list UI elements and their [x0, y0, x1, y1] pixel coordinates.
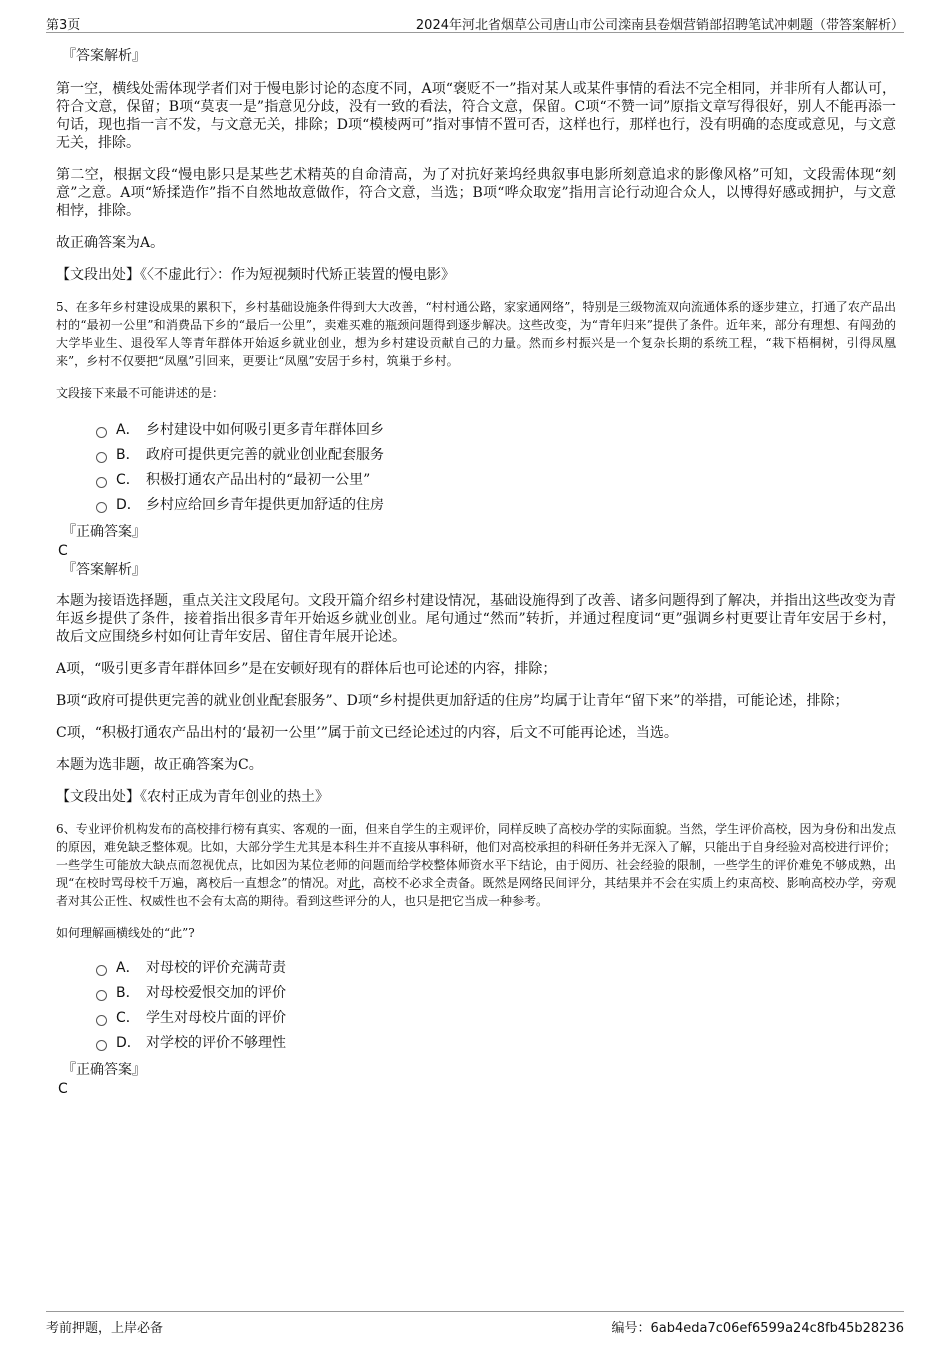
document-title: 2024年河北省烟草公司唐山市公司滦南县卷烟营销部招聘笔试冲刺题（带答案解析）: [415, 18, 904, 33]
q6-options: [56, 956, 896, 1056]
radio-icon[interactable]: [96, 1015, 107, 1026]
q4-analysis-p2: 第二空，根据文段“慢电影只是某些艺术精英的自命清高，为了对抗好莱坞经典叙事电影所刻意追求的影像风格”可知，文段需体现“刻意”之意。A项“矫揉造作”指不自然地故意做作，符合文意，当选；B项“哗众取宠”指用言论行动迎合众人，以博得好感或拥护，与文意相悖，排除。: [56, 167, 896, 219]
radio-icon[interactable]: [96, 502, 107, 513]
radio-icon[interactable]: [96, 452, 107, 463]
q4-source: 【文段出处】《〈不虚此行〉：作为短视频时代矫正装置的慢电影》: [56, 267, 455, 283]
radio-icon[interactable]: [96, 427, 107, 438]
q4-analysis-label: 『答案解析』: [62, 48, 146, 64]
q5-option-a[interactable]: A． 乡村建设中如何吸引更多青年群体回乡: [96, 418, 896, 443]
q5-analysis-p2: A项，“吸引更多青年群体回乡”是在安顿好现有的群体后也可论述的内容，排除；: [56, 661, 557, 677]
q5-analysis-p3: B项“政府可提供更完善的就业创业配套服务”、D项“乡村提供更加舒适的住房”均属于让青年“留下来”的举措，可能论述，排除；: [56, 693, 849, 709]
q5-source: 【文段出处】《农村正成为青年创业的热土》: [56, 789, 329, 805]
q6-option-b[interactable]: B． 对母校爱恨交加的评价: [96, 981, 896, 1006]
page-content: [56, 46, 896, 1098]
radio-icon[interactable]: [96, 965, 107, 976]
q5-passage: 5、在多年乡村建设成果的累积下，乡村基础设施条件得到大大改善，“村村通公路，家家通网络”，特别是三级物流双向流通体系的逐步建立，打通了农产品出村的“最初一公里”和消费品下乡的“最后一公里”，卖难买难的瓶颈问题得到逐步解决。这些改变，为“青年归来”提供了条件。近年来，部分有理想、有闯劲的大学毕业生、退役军人等青年群体开始返乡就业创业，想为乡村建设贡献自己的力量。然而乡村振兴是一个复杂长期的系统工程，“栽下梧桐树，引得凤凰来”，乡村不仅要把“凤凰”引回来，更要让“凤凰”安居于乡村，筑巢于乡村。: [56, 300, 896, 368]
q5-conclusion: 本题为选非题，故正确答案为C。: [56, 757, 263, 773]
underlined-word: 此: [348, 876, 361, 890]
q4-conclusion: 故正确答案为A。: [56, 235, 165, 251]
q5-analysis-p1: 本题为接语选择题，重点关注文段尾句。文段开篇介绍乡村建设情况，基础设施得到了改善、诸多问题得到了解决，并指出这些改变为青年返乡提供了条件，接着指出很多青年开始返乡就业创业。尾句通过“然而”转折，并通过程度词“更”强调乡村更要让青年安居于乡村，故后文应围绕乡村如何让青年安居、留住青年展开论述。: [56, 593, 896, 645]
q6-option-c[interactable]: C． 学生对母校片面的评价: [96, 1006, 896, 1031]
q6-option-a[interactable]: A． 对母校的评价充满苛责: [96, 956, 896, 981]
q6-correct-answer: C: [58, 1081, 68, 1097]
q6-option-d[interactable]: D． 对学校的评价不够理性: [96, 1031, 896, 1056]
q5-option-d[interactable]: D． 乡村应给回乡青年提供更加舒适的住房: [96, 493, 896, 518]
q6-question: 如何理解画横线处的“此”?: [56, 926, 195, 940]
q5-question: 文段接下来最不可能讲述的是：: [56, 386, 225, 400]
radio-icon[interactable]: [96, 990, 107, 1001]
page-number: 第3页: [46, 18, 81, 33]
q6-correct-label: 『正确答案』: [62, 1062, 146, 1078]
q4-analysis-p1: 第一空，横线处需体现学者们对于慢电影讨论的态度不同，A项“褒贬不一”指对某人或某件事情的看法不完全相同，并非所有人都认可，符合文意，保留；B项“莫衷一是”指意见分歧，没有一致的看法，符合文意，保留。C项“不赞一词”原指文章写得很好，别人不能再添一句话，现也指一言不发，与文意无关，排除；D项“模棱两可”指对事情不置可否，这样也行，那样也行，没有明确的态度或意见，与文意无关，排除。: [56, 81, 896, 151]
footer-slogan: 考前押题，上岸必备: [46, 1321, 164, 1336]
radio-icon[interactable]: [96, 1040, 107, 1051]
page-header: [46, 0, 904, 33]
q5-correct-label: 『正确答案』: [62, 524, 146, 540]
q5-option-c[interactable]: C． 积极打通农产品出村的“最初一公里”: [96, 468, 896, 493]
radio-icon[interactable]: [96, 477, 107, 488]
document-id: 编号：6ab4eda7c06ef6599a24c8fb45b28236: [611, 1321, 904, 1336]
q5-option-b[interactable]: B． 政府可提供更完善的就业创业配套服务: [96, 443, 896, 468]
q5-correct-answer: C: [58, 543, 68, 559]
q5-analysis-p4: C项，“积极打通农产品出村的‘最初一公里’”属于前文已经论述过的内容，后文不可能再论述，当选。: [56, 725, 678, 741]
q5-analysis-label: 『答案解析』: [62, 562, 146, 578]
page-footer: [46, 1311, 904, 1346]
q6-passage: 6、专业评价机构发布的高校排行榜有真实、客观的一面，但来自学生的主观评价，同样反映了高校办学的实际面貌。当然，学生评价高校，因为身份和出发点的原因，难免缺乏整体观。比如，大部分学生尤其是本科生并不直接从事科研，他们对高校承担的科研任务并无深入了解，只能出于自身经验对高校进行评价；一些学生可能放大缺点而忽视优点，比如因为某位老师的问题而给学校整体师资水平下结论，由于阅历、社会经验的限制，一些学生的评价难免不够成熟，出现“在校时骂母校千万遍，离校后一直想念”的情况。对此，高校不必求全责备。既然是网络民间评分，其结果并不会在实质上约束高校、影响高校办学，旁观者对其公正性、权威性也不会有太高的期待。看到这些评分的人，也只是把它当成一种参考。: [56, 822, 897, 908]
q5-options: [56, 418, 896, 518]
